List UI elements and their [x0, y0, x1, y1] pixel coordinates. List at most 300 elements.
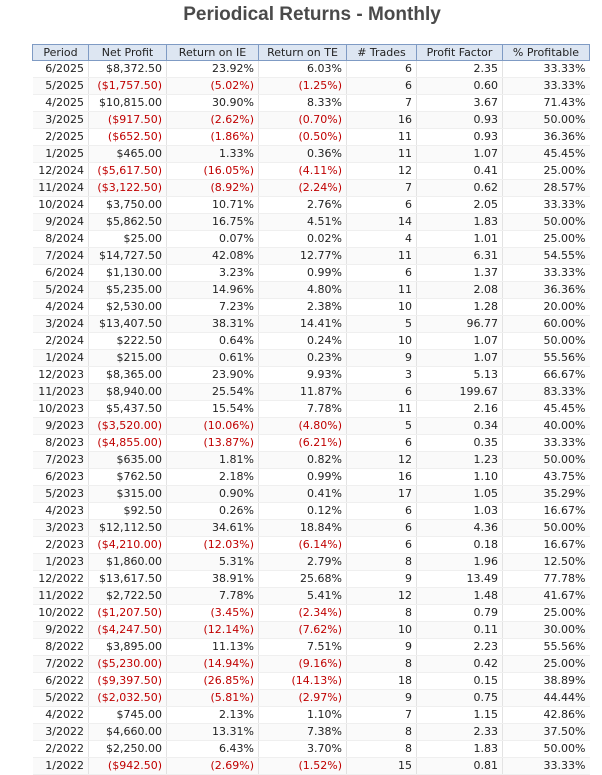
trades-cell: 11: [347, 129, 417, 146]
percent-profitable-cell: 83.33%: [503, 384, 590, 401]
return-on-ie-cell: (5.81%): [167, 690, 259, 707]
return-on-ie-cell: 38.91%: [167, 571, 259, 588]
return-on-te-cell: (14.13%): [259, 673, 347, 690]
net-profit-cell: ($3,520.00): [89, 418, 167, 435]
table-row: [33, 571, 590, 588]
return-on-ie-cell: 6.43%: [167, 741, 259, 758]
table-row: [33, 197, 590, 214]
trades-cell: 6: [347, 197, 417, 214]
trades-cell: 6: [347, 384, 417, 401]
net-profit-cell: $315.00: [89, 486, 167, 503]
percent-profitable-cell: 12.50%: [503, 554, 590, 571]
trades-cell: 6: [347, 435, 417, 452]
table-row: [33, 435, 590, 452]
percent-profitable-cell: 50.00%: [503, 520, 590, 537]
percent-profitable-cell: 28.57%: [503, 180, 590, 197]
return-on-te-cell: 0.36%: [259, 146, 347, 163]
return-on-ie-cell: 0.64%: [167, 333, 259, 350]
trades-cell: 11: [347, 248, 417, 265]
trades-cell: 9: [347, 350, 417, 367]
period-cell: 9/2022: [33, 622, 89, 639]
return-on-te-cell: 2.38%: [259, 299, 347, 316]
return-on-te-cell: 7.38%: [259, 724, 347, 741]
net-profit-cell: ($652.50): [89, 129, 167, 146]
net-profit-cell: $2,530.00: [89, 299, 167, 316]
net-profit-cell: $1,130.00: [89, 265, 167, 282]
percent-profitable-cell: 50.00%: [503, 333, 590, 350]
return-on-te-cell: 2.76%: [259, 197, 347, 214]
return-on-te-cell: (2.34%): [259, 605, 347, 622]
return-on-te-cell: (6.21%): [259, 435, 347, 452]
period-cell: 4/2024: [33, 299, 89, 316]
net-profit-cell: $762.50: [89, 469, 167, 486]
return-on-ie-cell: (5.02%): [167, 78, 259, 95]
return-on-te-cell: 12.77%: [259, 248, 347, 265]
period-cell: 1/2025: [33, 146, 89, 163]
period-cell: 12/2024: [33, 163, 89, 180]
period-cell: 12/2023: [33, 367, 89, 384]
table-row: [33, 129, 590, 146]
profit-factor-cell: 4.36: [417, 520, 503, 537]
percent-profitable-cell: 50.00%: [503, 741, 590, 758]
table-row: [33, 605, 590, 622]
return-on-ie-cell: (2.69%): [167, 758, 259, 775]
return-on-ie-cell: 1.33%: [167, 146, 259, 163]
table-row: [33, 350, 590, 367]
percent-profitable-cell: 33.33%: [503, 61, 590, 78]
trades-cell: 6: [347, 503, 417, 520]
percent-profitable-cell: 54.55%: [503, 248, 590, 265]
returns-table-container: [32, 44, 589, 775]
period-cell: 7/2023: [33, 452, 89, 469]
return-on-te-cell: 7.78%: [259, 401, 347, 418]
net-profit-cell: ($4,855.00): [89, 435, 167, 452]
net-profit-cell: $3,895.00: [89, 639, 167, 656]
percent-profitable-cell: 38.89%: [503, 673, 590, 690]
return-on-te-cell: 0.02%: [259, 231, 347, 248]
trades-cell: 8: [347, 605, 417, 622]
profit-factor-cell: 0.34: [417, 418, 503, 435]
period-cell: 2/2025: [33, 129, 89, 146]
net-profit-cell: $745.00: [89, 707, 167, 724]
percent-profitable-cell: 35.29%: [503, 486, 590, 503]
return-on-ie-cell: (3.45%): [167, 605, 259, 622]
table-row: [33, 537, 590, 554]
return-on-te-cell: 0.82%: [259, 452, 347, 469]
return-on-te-cell: 0.99%: [259, 469, 347, 486]
page-title: Periodical Returns - Monthly: [183, 4, 441, 25]
return-on-te-cell: 0.24%: [259, 333, 347, 350]
trades-cell: 18: [347, 673, 417, 690]
net-profit-cell: $635.00: [89, 452, 167, 469]
table-header-row: [33, 45, 590, 61]
period-cell: 6/2023: [33, 469, 89, 486]
profit-factor-cell: 0.81: [417, 758, 503, 775]
net-profit-cell: $222.50: [89, 333, 167, 350]
table-row: [33, 673, 590, 690]
return-on-te-cell: (0.50%): [259, 129, 347, 146]
table-row: [33, 503, 590, 520]
percent-profitable-cell: 36.36%: [503, 129, 590, 146]
table-row: [33, 452, 590, 469]
profit-factor-cell: 0.35: [417, 435, 503, 452]
profit-factor-cell: 0.18: [417, 537, 503, 554]
return-on-ie-cell: (8.92%): [167, 180, 259, 197]
net-profit-cell: $465.00: [89, 146, 167, 163]
return-on-te-cell: (9.16%): [259, 656, 347, 673]
return-on-ie-cell: 38.31%: [167, 316, 259, 333]
trades-cell: 6: [347, 78, 417, 95]
trades-cell: 7: [347, 707, 417, 724]
column-header-return-on-te[interactable]: Return on TE: [259, 45, 347, 61]
table-row: [33, 163, 590, 180]
period-cell: 1/2022: [33, 758, 89, 775]
column-header-percent-profitable[interactable]: % Profitable: [503, 45, 590, 61]
period-cell: 8/2023: [33, 435, 89, 452]
period-cell: 3/2024: [33, 316, 89, 333]
table-row: [33, 265, 590, 282]
net-profit-cell: ($2,032.50): [89, 690, 167, 707]
net-profit-cell: $1,860.00: [89, 554, 167, 571]
return-on-ie-cell: 0.26%: [167, 503, 259, 520]
profit-factor-cell: 2.05: [417, 197, 503, 214]
table-row: [33, 741, 590, 758]
period-cell: 3/2022: [33, 724, 89, 741]
profit-factor-cell: 2.23: [417, 639, 503, 656]
percent-profitable-cell: 25.00%: [503, 605, 590, 622]
percent-profitable-cell: 71.43%: [503, 95, 590, 112]
return-on-ie-cell: 2.18%: [167, 469, 259, 486]
profit-factor-cell: 0.60: [417, 78, 503, 95]
profit-factor-cell: 1.10: [417, 469, 503, 486]
profit-factor-cell: 0.41: [417, 163, 503, 180]
return-on-ie-cell: 13.31%: [167, 724, 259, 741]
profit-factor-cell: 0.93: [417, 129, 503, 146]
return-on-ie-cell: 42.08%: [167, 248, 259, 265]
percent-profitable-cell: 50.00%: [503, 214, 590, 231]
period-cell: 4/2022: [33, 707, 89, 724]
profit-factor-cell: 1.83: [417, 214, 503, 231]
net-profit-cell: ($917.50): [89, 112, 167, 129]
table-row: [33, 401, 590, 418]
trades-cell: 7: [347, 180, 417, 197]
table-body: [33, 61, 590, 775]
profit-factor-cell: 1.07: [417, 350, 503, 367]
trades-cell: 15: [347, 758, 417, 775]
return-on-ie-cell: 3.23%: [167, 265, 259, 282]
profit-factor-cell: 1.28: [417, 299, 503, 316]
net-profit-cell: $5,437.50: [89, 401, 167, 418]
trades-cell: 9: [347, 690, 417, 707]
percent-profitable-cell: 37.50%: [503, 724, 590, 741]
percent-profitable-cell: 55.56%: [503, 639, 590, 656]
profit-factor-cell: 5.13: [417, 367, 503, 384]
period-cell: 8/2024: [33, 231, 89, 248]
profit-factor-cell: 2.33: [417, 724, 503, 741]
profit-factor-cell: 1.96: [417, 554, 503, 571]
return-on-te-cell: 8.33%: [259, 95, 347, 112]
table-row: [33, 316, 590, 333]
trades-cell: 5: [347, 316, 417, 333]
trades-cell: 17: [347, 486, 417, 503]
trades-cell: 11: [347, 401, 417, 418]
trades-cell: 5: [347, 418, 417, 435]
table-row: [33, 384, 590, 401]
return-on-te-cell: 4.51%: [259, 214, 347, 231]
profit-factor-cell: 0.93: [417, 112, 503, 129]
profit-factor-cell: 13.49: [417, 571, 503, 588]
net-profit-cell: $8,372.50: [89, 61, 167, 78]
profit-factor-cell: 0.62: [417, 180, 503, 197]
trades-cell: 14: [347, 214, 417, 231]
trades-cell: 6: [347, 520, 417, 537]
percent-profitable-cell: 42.86%: [503, 707, 590, 724]
period-cell: 5/2024: [33, 282, 89, 299]
period-cell: 7/2022: [33, 656, 89, 673]
net-profit-cell: $5,862.50: [89, 214, 167, 231]
trades-cell: 10: [347, 333, 417, 350]
profit-factor-cell: 1.07: [417, 333, 503, 350]
trades-cell: 10: [347, 299, 417, 316]
return-on-te-cell: 9.93%: [259, 367, 347, 384]
table-row: [33, 367, 590, 384]
period-cell: 2/2024: [33, 333, 89, 350]
net-profit-cell: ($1,757.50): [89, 78, 167, 95]
period-cell: 10/2022: [33, 605, 89, 622]
percent-profitable-cell: 60.00%: [503, 316, 590, 333]
return-on-te-cell: 11.87%: [259, 384, 347, 401]
percent-profitable-cell: 66.67%: [503, 367, 590, 384]
net-profit-cell: $3,750.00: [89, 197, 167, 214]
period-cell: 5/2025: [33, 78, 89, 95]
table-row: [33, 418, 590, 435]
period-cell: 9/2024: [33, 214, 89, 231]
return-on-te-cell: 5.41%: [259, 588, 347, 605]
return-on-ie-cell: 2.13%: [167, 707, 259, 724]
table-row: [33, 333, 590, 350]
return-on-ie-cell: 0.90%: [167, 486, 259, 503]
net-profit-cell: $8,365.00: [89, 367, 167, 384]
profit-factor-cell: 2.35: [417, 61, 503, 78]
return-on-te-cell: 0.12%: [259, 503, 347, 520]
profit-factor-cell: 6.31: [417, 248, 503, 265]
return-on-te-cell: 0.41%: [259, 486, 347, 503]
period-cell: 1/2024: [33, 350, 89, 367]
table-row: [33, 112, 590, 129]
net-profit-cell: $12,112.50: [89, 520, 167, 537]
return-on-te-cell: (4.11%): [259, 163, 347, 180]
return-on-ie-cell: 7.78%: [167, 588, 259, 605]
period-cell: 3/2023: [33, 520, 89, 537]
profit-factor-cell: 1.15: [417, 707, 503, 724]
profit-factor-cell: 1.83: [417, 741, 503, 758]
table-row: [33, 554, 590, 571]
return-on-te-cell: (7.62%): [259, 622, 347, 639]
net-profit-cell: $4,660.00: [89, 724, 167, 741]
return-on-ie-cell: 30.90%: [167, 95, 259, 112]
period-cell: 4/2023: [33, 503, 89, 520]
return-on-te-cell: (2.24%): [259, 180, 347, 197]
table-row: [33, 656, 590, 673]
net-profit-cell: $2,250.00: [89, 741, 167, 758]
trades-cell: 12: [347, 588, 417, 605]
return-on-te-cell: 18.84%: [259, 520, 347, 537]
period-cell: 2/2023: [33, 537, 89, 554]
trades-cell: 16: [347, 469, 417, 486]
table-row: [33, 282, 590, 299]
period-cell: 11/2023: [33, 384, 89, 401]
period-cell: 7/2024: [33, 248, 89, 265]
percent-profitable-cell: 44.44%: [503, 690, 590, 707]
profit-factor-cell: 0.11: [417, 622, 503, 639]
return-on-te-cell: (1.25%): [259, 78, 347, 95]
profit-factor-cell: 199.67: [417, 384, 503, 401]
return-on-ie-cell: 14.96%: [167, 282, 259, 299]
return-on-ie-cell: 15.54%: [167, 401, 259, 418]
net-profit-cell: ($5,230.00): [89, 656, 167, 673]
percent-profitable-cell: 25.00%: [503, 656, 590, 673]
return-on-ie-cell: (10.06%): [167, 418, 259, 435]
profit-factor-cell: 3.67: [417, 95, 503, 112]
period-cell: 12/2022: [33, 571, 89, 588]
return-on-te-cell: 0.99%: [259, 265, 347, 282]
table-row: [33, 707, 590, 724]
profit-factor-cell: 96.77: [417, 316, 503, 333]
return-on-ie-cell: (12.14%): [167, 622, 259, 639]
percent-profitable-cell: 45.45%: [503, 401, 590, 418]
period-cell: 6/2022: [33, 673, 89, 690]
profit-factor-cell: 1.23: [417, 452, 503, 469]
column-header-return-on-ie[interactable]: Return on IE: [167, 45, 259, 61]
percent-profitable-cell: 33.33%: [503, 78, 590, 95]
profit-factor-cell: 0.79: [417, 605, 503, 622]
net-profit-cell: $92.50: [89, 503, 167, 520]
column-header-trades[interactable]: # Trades: [347, 45, 417, 61]
table-row: [33, 486, 590, 503]
profit-factor-cell: 2.16: [417, 401, 503, 418]
return-on-ie-cell: 0.07%: [167, 231, 259, 248]
table-row: [33, 231, 590, 248]
table-row: [33, 690, 590, 707]
trades-cell: 8: [347, 656, 417, 673]
period-cell: 11/2022: [33, 588, 89, 605]
profit-factor-cell: 0.15: [417, 673, 503, 690]
period-cell: 9/2023: [33, 418, 89, 435]
column-header-net-profit[interactable]: Net Profit: [89, 45, 167, 61]
percent-profitable-cell: 16.67%: [503, 503, 590, 520]
period-cell: 4/2025: [33, 95, 89, 112]
column-header-period[interactable]: Period: [33, 45, 89, 61]
percent-profitable-cell: 36.36%: [503, 282, 590, 299]
return-on-ie-cell: 10.71%: [167, 197, 259, 214]
net-profit-cell: $25.00: [89, 231, 167, 248]
return-on-ie-cell: (13.87%): [167, 435, 259, 452]
trades-cell: 8: [347, 724, 417, 741]
return-on-te-cell: (6.14%): [259, 537, 347, 554]
net-profit-cell: $215.00: [89, 350, 167, 367]
percent-profitable-cell: 41.67%: [503, 588, 590, 605]
net-profit-cell: ($4,210.00): [89, 537, 167, 554]
table-row: [33, 78, 590, 95]
net-profit-cell: ($9,397.50): [89, 673, 167, 690]
return-on-ie-cell: (14.94%): [167, 656, 259, 673]
table-row: [33, 639, 590, 656]
net-profit-cell: ($1,207.50): [89, 605, 167, 622]
table-row: [33, 146, 590, 163]
net-profit-cell: $5,235.00: [89, 282, 167, 299]
net-profit-cell: $13,407.50: [89, 316, 167, 333]
period-cell: 8/2022: [33, 639, 89, 656]
return-on-ie-cell: 7.23%: [167, 299, 259, 316]
trades-cell: 11: [347, 146, 417, 163]
return-on-te-cell: 7.51%: [259, 639, 347, 656]
trades-cell: 3: [347, 367, 417, 384]
period-cell: 1/2023: [33, 554, 89, 571]
table-row: [33, 758, 590, 775]
net-profit-cell: ($5,617.50): [89, 163, 167, 180]
percent-profitable-cell: 25.00%: [503, 163, 590, 180]
period-cell: 3/2025: [33, 112, 89, 129]
return-on-ie-cell: 5.31%: [167, 554, 259, 571]
return-on-ie-cell: 34.61%: [167, 520, 259, 537]
return-on-te-cell: (4.80%): [259, 418, 347, 435]
return-on-te-cell: (0.70%): [259, 112, 347, 129]
trades-cell: 8: [347, 741, 417, 758]
profit-factor-cell: 2.08: [417, 282, 503, 299]
percent-profitable-cell: 50.00%: [503, 112, 590, 129]
return-on-ie-cell: 11.13%: [167, 639, 259, 656]
percent-profitable-cell: 33.33%: [503, 265, 590, 282]
period-cell: 5/2022: [33, 690, 89, 707]
trades-cell: 9: [347, 571, 417, 588]
table-row: [33, 180, 590, 197]
profit-factor-cell: 1.01: [417, 231, 503, 248]
trades-cell: 12: [347, 452, 417, 469]
percent-profitable-cell: 25.00%: [503, 231, 590, 248]
percent-profitable-cell: 50.00%: [503, 452, 590, 469]
return-on-ie-cell: 25.54%: [167, 384, 259, 401]
trades-cell: 9: [347, 639, 417, 656]
trades-cell: 6: [347, 537, 417, 554]
return-on-ie-cell: (26.85%): [167, 673, 259, 690]
percent-profitable-cell: 55.56%: [503, 350, 590, 367]
table-row: [33, 95, 590, 112]
percent-profitable-cell: 33.33%: [503, 435, 590, 452]
return-on-te-cell: 6.03%: [259, 61, 347, 78]
table-row: [33, 520, 590, 537]
return-on-ie-cell: (12.03%): [167, 537, 259, 554]
period-cell: 10/2023: [33, 401, 89, 418]
table-row: [33, 248, 590, 265]
return-on-ie-cell: 1.81%: [167, 452, 259, 469]
profit-factor-cell: 1.03: [417, 503, 503, 520]
return-on-ie-cell: 0.61%: [167, 350, 259, 367]
return-on-te-cell: 3.70%: [259, 741, 347, 758]
table-row: [33, 299, 590, 316]
trades-cell: 16: [347, 112, 417, 129]
return-on-te-cell: 25.68%: [259, 571, 347, 588]
percent-profitable-cell: 33.33%: [503, 197, 590, 214]
percent-profitable-cell: 45.45%: [503, 146, 590, 163]
column-header-profit-factor[interactable]: Profit Factor: [417, 45, 503, 61]
percent-profitable-cell: 20.00%: [503, 299, 590, 316]
net-profit-cell: $10,815.00: [89, 95, 167, 112]
net-profit-cell: $2,722.50: [89, 588, 167, 605]
period-cell: 5/2023: [33, 486, 89, 503]
trades-cell: 8: [347, 554, 417, 571]
percent-profitable-cell: 33.33%: [503, 758, 590, 775]
return-on-te-cell: 1.10%: [259, 707, 347, 724]
